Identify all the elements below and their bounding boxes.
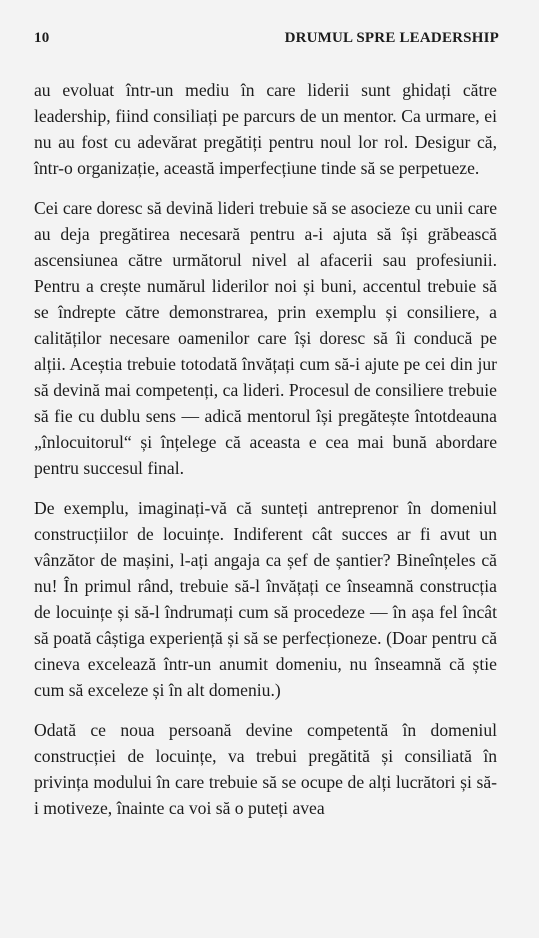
paragraph: De exemplu, imaginați-vă că sunteți antreprenor în domeniul construcțiilor de locuințe. Indiferent cât succes ar fi avut un vânzător de mașini, l-ați angaja ca șef de șantier? Bineînțeles că nu! În primul rând, trebuie să-l învățați ce înseamnă construcția de locuințe și să-l îndrumați cum să procedeze — în așa fel încât să poată câștiga experiență și să se perfecționeze. (Doar pentru că cineva excelează într-un anumit domeniu, nu înseamnă că știe cum să exceleze și în alt domeniu.): [34, 498, 497, 700]
page-header: [34, 30, 499, 50]
paragraph: Odată ce noua persoană devine competentă în domeniul construcției de locuințe, va trebui pregătită și consiliată în privința modului în care trebuie să se ocupe de alți lucrători și să-i motiveze, înainte ca voi să o puteți avea: [34, 720, 497, 818]
paragraph: Cei care doresc să devină lideri trebuie să se asocieze cu unii care au deja pregătirea necesară pentru a-i ajuta să își grăbească ascensiunea către următorul nivel al afacerii sau profesiunii. Pentru a crește numărul liderilor noi și buni, accentul trebuie să se îndrepte către demonstrarea, prin exemplu și consiliere, a calităților necesare oamenilor care își doresc să îi conducă pe alții. Aceștia trebuie totodată învățați cum să-i ajute pe cei din jur să devină mai competenți, ca lideri. Procesul de consiliere trebuie să fie cu dublu sens — adică mentorul își pregătește întotdeauna „înlocuitorul“ și înțelege că aceasta e cea mai bună abordare pentru succesul final.: [34, 198, 497, 478]
body-text: [34, 77, 497, 835]
running-title: DRUMUL SPRE LEADERSHIP: [284, 30, 499, 46]
page-number: 10: [34, 30, 50, 46]
paragraph: au evoluat într-un mediu în care liderii sunt ghidați către leadership, fiind consiliați pe parcurs de un mentor. Ca urmare, ei nu au fost cu adevărat pregătiți pentru noul lor rol. Desigur că, într-o organizație, această imperfecțiune tinde să se perpetueze.: [34, 80, 497, 178]
